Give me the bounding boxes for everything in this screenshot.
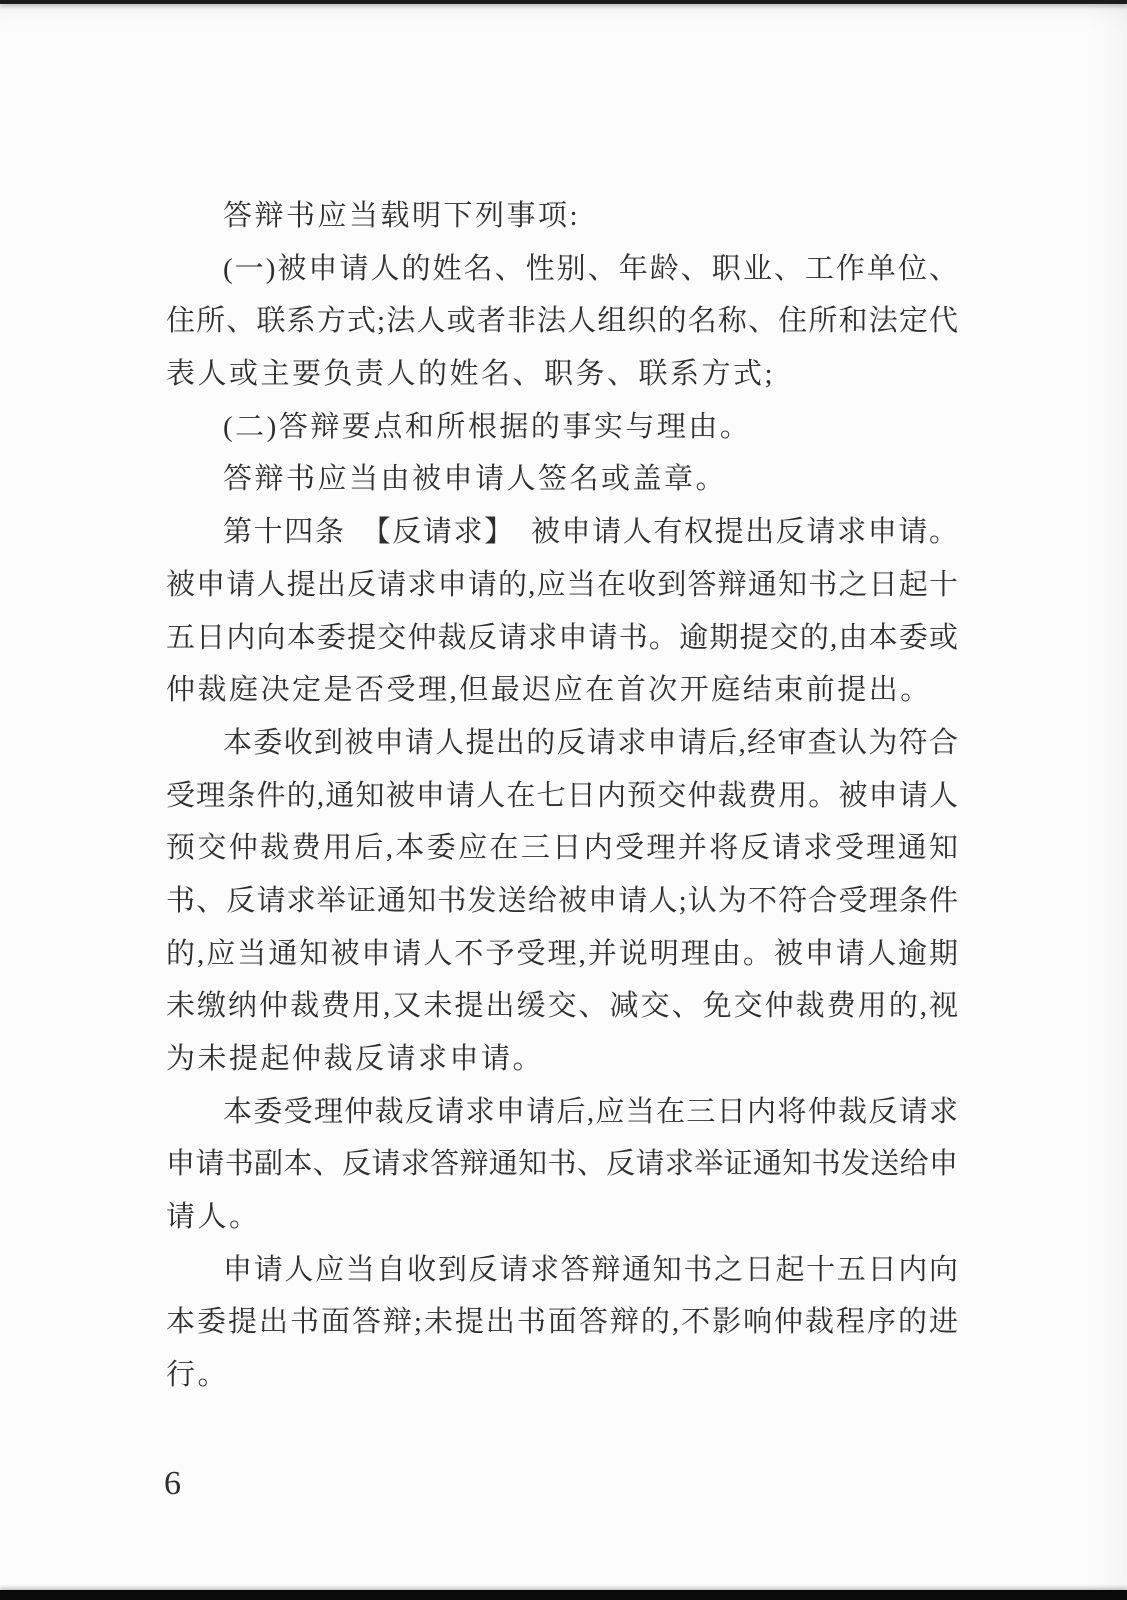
scan-bottom-edge [0, 1590, 1127, 1600]
text-line: 申请人应当自收到反请求答辩通知书之日起十五日内向 [223, 1253, 958, 1286]
text-line: 答辩书应当载明下列事项: [223, 200, 581, 232]
text-line: 住所、联系方式;法人或者非法人组织的名称、住所和法定代 [166, 305, 958, 338]
text-line: 书、反请求举证通知书发送给被申请人;认为不符合受理条件 [166, 884, 958, 917]
text-line: 表人或主要负责人的姓名、职务、联系方式; [166, 358, 776, 391]
text-line: 本委收到被申请人提出的反请求申请后,经审查认为符合 [223, 726, 958, 759]
text-line: 受理条件的,通知被申请人在七日内预交仲裁费用。被申请人 [166, 779, 958, 812]
text-line: 本委提出书面答辩;未提出书面答辩的,不影响仲裁程序的进 [166, 1306, 958, 1339]
text-line: 的,应当通知被申请人不予受理,并说明理由。被申请人逾期 [166, 937, 958, 970]
text-line: 答辩书应当由被申请人签名或盖章。 [223, 463, 728, 496]
text-line: 行。 [166, 1359, 230, 1392]
text-line: 申请书副本、反请求答辩通知书、反请求举证通知书发送给申 [166, 1148, 958, 1181]
text-line: 仲裁庭决定是否受理,但最迟应在首次开庭结束前提出。 [166, 674, 932, 707]
page-number: 6 [164, 1465, 181, 1502]
text-line: 第十四条 【反请求】 被申请人有权提出反请求申请。 [223, 516, 958, 549]
text-line: 预交仲裁费用后,本委应在三日内受理并将反请求受理通知 [166, 832, 958, 865]
text-line: 未缴纳仲裁费用,又未提出缓交、减交、免交仲裁费用的,视 [166, 990, 958, 1023]
text-line: 本委受理仲裁反请求申请后,应当在三日内将仲裁反请求 [223, 1095, 958, 1128]
text-line: (二)答辩要点和所根据的事实与理由。 [223, 410, 752, 443]
text-line: 五日内向本委提交仲裁反请求申请书。逾期提交的,由本委或 [166, 621, 958, 654]
scan-top-edge [0, 0, 1127, 4]
text-line: 被申请人提出反请求申请的,应当在收到答辩通知书之日起十 [166, 568, 958, 601]
document-body [166, 190, 958, 1402]
text-line: (一)被申请人的姓名、性别、年龄、职业、工作单位、 [223, 252, 958, 285]
text-line: 为未提起仲裁反请求申请。 [166, 1043, 545, 1075]
text-line: 请人。 [166, 1201, 261, 1234]
